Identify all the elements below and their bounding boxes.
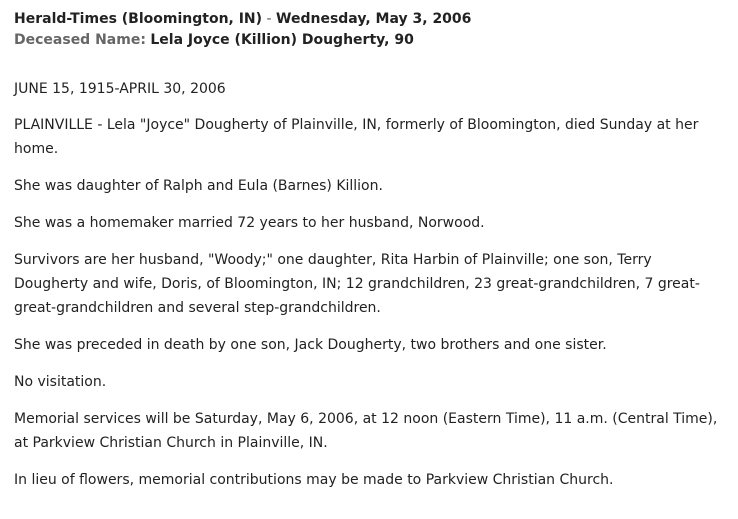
header-separator: - (266, 11, 272, 27)
life-dates: JUNE 15, 1915-APRIL 30, 2006 (14, 81, 226, 97)
publication-date: Wednesday, May 3, 2006 (276, 11, 472, 27)
deceased-label: Deceased Name: (14, 32, 146, 48)
obituary-body (14, 77, 724, 492)
paragraph-death-notice: PLAINVILLE - Lela "Joyce" Dougherty of Plainville, IN, formerly of Bloomington, died Sunday at her home. (14, 117, 699, 157)
paragraph-marriage: She was a homemaker married 72 years to her husband, Norwood. (14, 215, 485, 231)
deceased-name: Lela Joyce (Killion) Dougherty, 90 (150, 32, 414, 48)
paragraph-parents: She was daughter of Ralph and Eula (Barnes) Killion. (14, 178, 383, 194)
paragraph-preceded: She was preceded in death by one son, Jack Dougherty, two brothers and one sister. (14, 337, 607, 353)
paragraph-visitation: No visitation. (14, 374, 107, 390)
deceased-line (14, 30, 724, 51)
source-line (14, 9, 724, 30)
paragraph-contributions: In lieu of flowers, memorial contributions may be made to Parkview Christian Church. (14, 472, 614, 488)
newspaper-source: Herald-Times (Bloomington, IN) (14, 11, 263, 27)
obituary-header (14, 9, 724, 51)
paragraph-survivors: Survivors are her husband, "Woody;" one daughter, Rita Harbin of Plainville; one son, Terry Dougherty and wife, Doris, of Bloomington, IN; 12 grandchildren, 23 great-grandchildren, 7 great-great-grandchildren and several step-grandchildren. (14, 252, 700, 316)
paragraph-services: Memorial services will be Saturday, May 6, 2006, at 12 noon (Eastern Time), 11 a.m. (Central Time), at Parkview Christian Church in Plainville, IN. (14, 411, 718, 451)
